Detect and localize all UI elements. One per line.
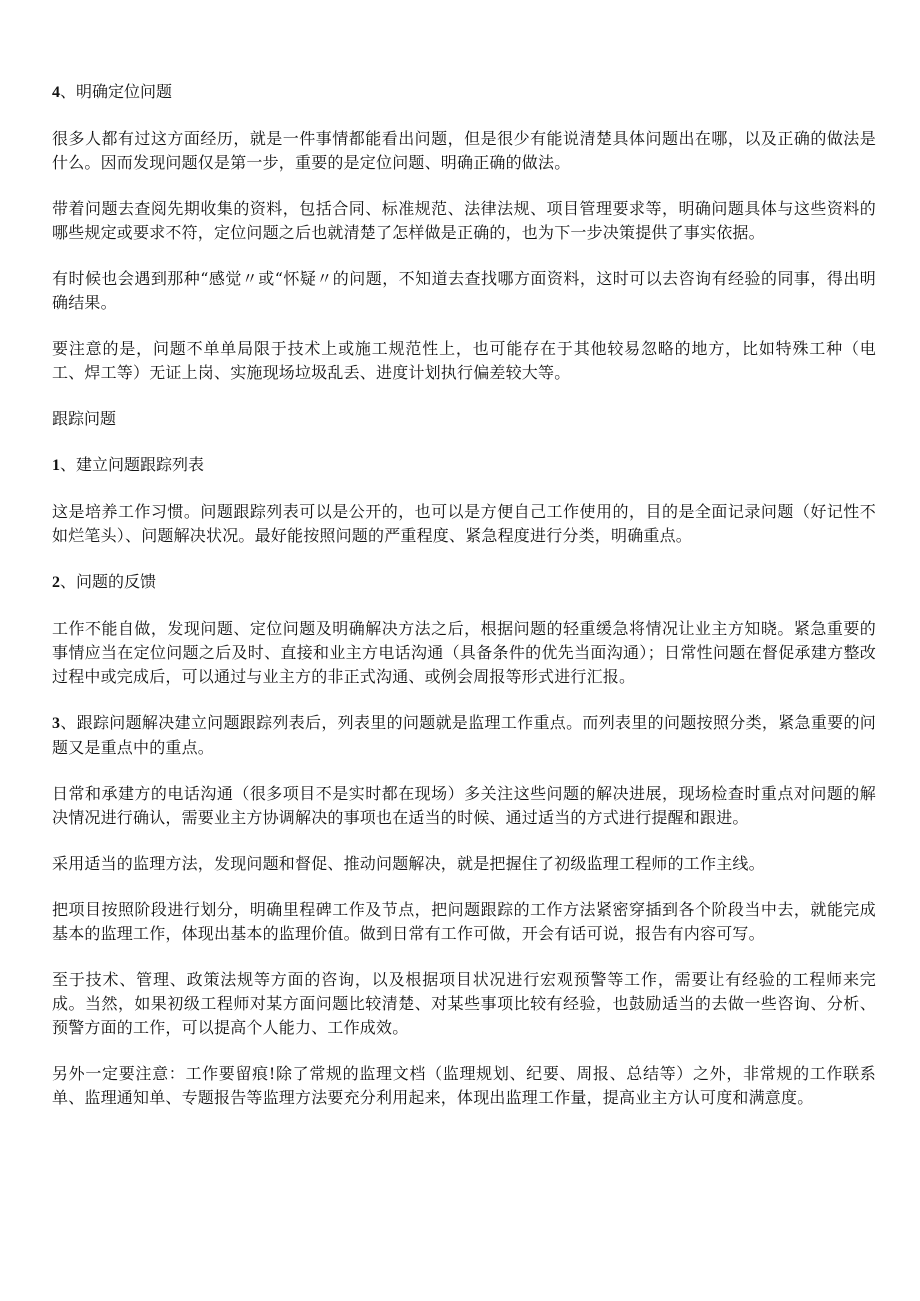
paragraph: 很多人都有过这方面经历，就是一件事情都能看出问题，但是很少有能说清楚具体问题出在哪，以及正确的做法是什么。因而发现问题仅是第一步，重要的是定位问题、明确正确的做法。	[52, 129, 876, 172]
paragraph-tracking-resolution	[52, 711, 876, 760]
paragraph: 要注意的是，问题不单单局限于技术上或施工规范性上，也可能存在于其他较易忽略的地方，比如特殊工种（电工、焊工等）无证上岗、实施现场垃圾乱丢、进度计划执行偏差较大等。	[52, 339, 876, 382]
paragraph: 另外一定要注意：工作要留痕!除了常规的监理文档（监理规划、纪要、周报、总结等）之外，非常规的工作联系单、监理通知单、专题报告等监理方法要充分利用起来，体现出监理工作量，提高业主方认可度和满意度。	[52, 1064, 876, 1107]
heading-number: 2	[52, 574, 60, 591]
heading-clarify-problem	[52, 80, 876, 105]
heading-number: 3	[52, 715, 61, 732]
heading-tracking-list	[52, 453, 876, 478]
paragraph: 采用适当的监理方法，发现问题和督促、推动问题解决，就是把握住了初级监理工程师的工作主线。	[52, 854, 765, 873]
paragraph: 日常和承建方的电话沟通（很多项目不是实时都在现场）多关注这些问题的解决进展，现场检查时重点对问题的解决情况进行确认，需要业主方协调解决的事项也在适当的时候、通过适当的方式进行提醒和跟进。	[52, 784, 876, 827]
paragraph: 这是培养工作习惯。问题跟踪列表可以是公开的，也可以是方便自己工作使用的，目的是全面记录问题（好记性不如烂笔头）、问题解决状况。最好能按照问题的严重程度、紧急程度进行分类，明确重点。	[52, 502, 876, 545]
paragraph-text: 、跟踪问题解决建立问题跟踪列表后，列表里的问题就是监理工作重点。而列表里的问题按照分类，紧急重要的问题又是重点中的重点。	[52, 713, 876, 757]
document-body	[52, 80, 876, 1132]
paragraph: 工作不能自做，发现问题、定位问题及明确解决方法之后，根据问题的轻重缓急将情况让业主方知晓。紧急重要的事情应当在定位问题之后及时、直接和业主方电话沟通（具备条件的优先当面沟通）；日常性问题在督促承建方整改过程中或完成后，可以通过与业主方的非正式沟通、或例会周报等形式进行汇报。	[52, 619, 876, 686]
section-title-tracking: 跟踪问题	[52, 409, 117, 428]
paragraph: 带着问题去查阅先期收集的资料，包括合同、标准规范、法律法规、项目管理要求等，明确问题具体与这些资料的哪些规定或要求不符，定位问题之后也就清楚了怎样做是正确的，也为下一步决策提供了事实依据。	[52, 199, 876, 242]
heading-text: 、建立问题跟踪列表	[60, 455, 205, 474]
paragraph: 至于技术、管理、政策法规等方面的咨询，以及根据项目状况进行宏观预警等工作，需要让有经验的工程师来完成。当然，如果初级工程师对某方面问题比较清楚、对某些事项比较有经验，也鼓励适当的去做一些咨询、分析、预警方面的工作，可以提高个人能力、工作成效。	[52, 970, 876, 1037]
paragraph: 有时候也会遇到那种“感觉〃或“怀疑〃的问题，不知道去查找哪方面资料，这时可以去咨询有经验的同事，得出明确结果。	[52, 269, 876, 312]
heading-number: 4	[52, 84, 60, 101]
heading-text: 、明确定位问题	[60, 82, 173, 101]
heading-feedback	[52, 570, 876, 595]
paragraph: 把项目按照阶段进行划分，明确里程碑工作及节点，把问题跟踪的工作方法紧密穿插到各个阶段当中去，就能完成基本的监理工作，体现出基本的监理价值。做到日常有工作可做，开会有话可说，报告有内容可写。	[52, 900, 876, 943]
heading-number: 1	[52, 457, 60, 474]
heading-text: 、问题的反馈	[60, 572, 157, 591]
